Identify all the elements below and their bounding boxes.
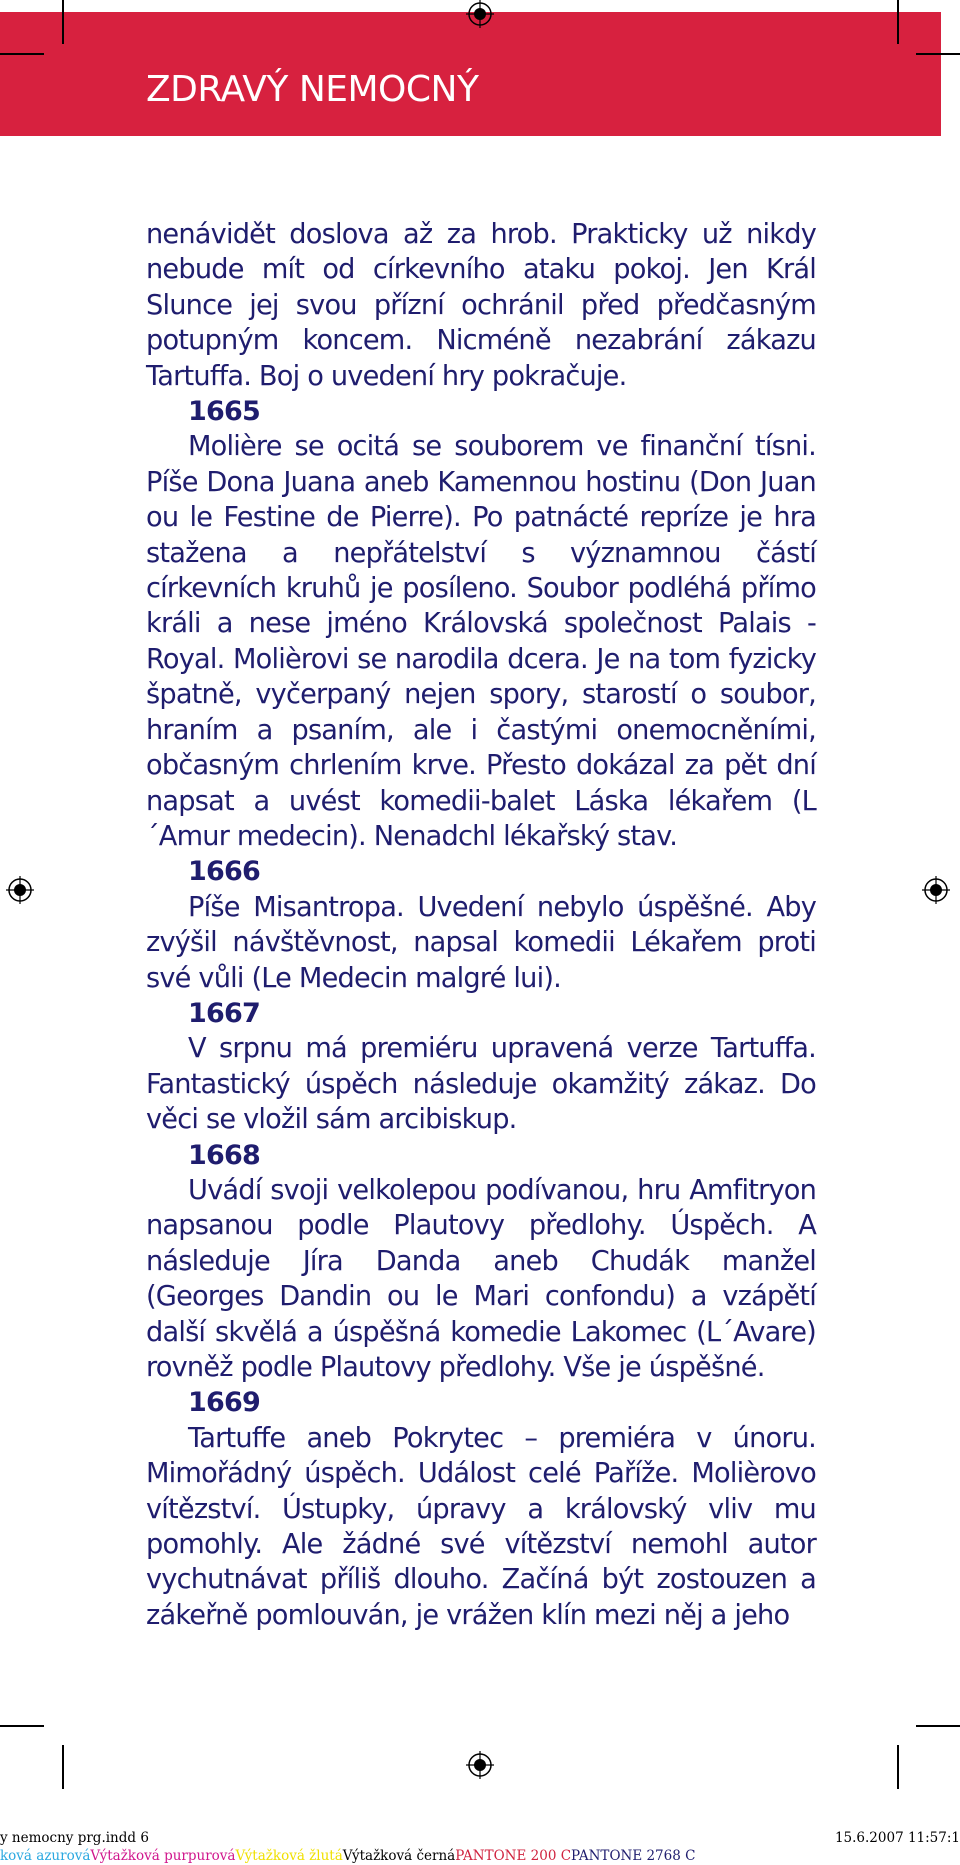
year-heading-1667: 1667 xyxy=(188,997,260,1029)
crop-mark-bottom-left-vertical xyxy=(62,1745,64,1789)
swatch-label: Výtažková žlutá xyxy=(235,1848,343,1864)
crop-mark-top-right-horizontal xyxy=(916,53,960,55)
crop-mark-top-left-vertical xyxy=(62,0,64,44)
page-header-title: ZDRAVÝ NEMOCNÝ xyxy=(146,69,479,110)
paragraph-1667: V srpnu má premiéru upravená verze Tartuffa. Fantastický úspěch následuje okamžitý zákaz. Do věci se vložil sám arcibiskup. xyxy=(146,1033,816,1136)
registration-mark-bottom-icon xyxy=(466,1751,494,1779)
swatch-label: Výtažková purpurová xyxy=(90,1848,236,1864)
paragraph-1669: Tartuffe aneb Pokrytec – premiéra v únoru. Mimořádný úspěch. Událost celé Paříže. Molièrovo vítězství. Ústupky, úpravy a královský vliv mu pomohly. Ale žádné své vítězství nemohl autor vychutnávat příliš dlouho. Začíná být zostouzen a zákeřně pomlouván, je vrážen klín mezi něj a jeho xyxy=(146,1422,816,1631)
swatch-label: ková azurová xyxy=(0,1848,91,1864)
crop-mark-top-right-vertical xyxy=(897,0,899,44)
swatch-label: PANTONE 200 C xyxy=(455,1848,572,1864)
crop-mark-bottom-right-horizontal xyxy=(916,1725,960,1727)
body-text xyxy=(146,217,816,1633)
paragraph-intro: nenávidět doslova až za hrob. Prakticky už nikdy nebude mít od církevního ataku pokoj. Jen Král Slunce jej svou přízní ochránil před předčasným potupným koncem. Nicméně nezabrání zákazu Tartuffa. Boj o uvedení hry pokračuje. xyxy=(146,219,816,392)
slug-datetime: 15.6.2007 11:57:1 xyxy=(834,1830,960,1846)
crop-mark-top-left-horizontal xyxy=(0,53,44,55)
swatch-label: Výtažková černá xyxy=(342,1848,456,1864)
paragraph-1665: Molière se ocitá se souborem ve finanční tísni. Píše Dona Juana aneb Kamennou hostinu (Don Juan ou le Festine de Pierre). Po patnácté repríze je hra stažena a nepřátelství s významnou částí církevních kruhů je posíleno. Soubor podléhá přímo králi a nese jméno Královská společnost Palais -Royal. Molièrovi se narodila dcera. Je na tom fyzicky špatně, vyčerpaný nejen spory, starostí o soubor, hraním a psaním, ale i častými onemocněními, občasným chrlením krve. Přesto dokázal za pět dní napsat a uvést komedii-balet Láska lékařem (L´Amur medecin). Nenadchl lékařský stav. xyxy=(146,431,816,852)
paragraph-1666: Píše Misantropa. Uvedení nebylo úspěšné. Aby zvýšil návštěvnost, napsal komedii Lékařem proti své vůli (Le Medecin malgré lui). xyxy=(146,891,816,994)
paragraph-1668: Uvádí svoji velkolepou podívanou, hru Amfitryon napsanou podle Plautovy předlohy. Úspěch. A následuje Jíra Danda aneb Chudák manžel (Georges Dandin ou le Mari confondu) a vzápětí další skvělá a úspěšná komedie Lakomec (L´Avare) rovněž podle Plautovy předlohy. Vše je úspěšné. xyxy=(146,1174,816,1383)
year-heading-1666: 1666 xyxy=(188,856,260,888)
crop-mark-bottom-right-vertical xyxy=(897,1745,899,1789)
year-heading-1668: 1668 xyxy=(188,1139,260,1171)
registration-mark-top-icon xyxy=(466,0,494,28)
registration-mark-right-icon xyxy=(922,876,950,904)
crop-mark-bottom-left-horizontal xyxy=(0,1725,44,1727)
year-heading-1665: 1665 xyxy=(188,396,260,428)
registration-mark-left-icon xyxy=(6,876,34,904)
slug-color-swatches xyxy=(0,1850,695,1864)
swatch-label: PANTONE 2768 C xyxy=(571,1848,696,1864)
year-heading-1669: 1669 xyxy=(188,1387,260,1419)
slug-filename: y nemocny prg.indd 6 xyxy=(0,1830,149,1846)
